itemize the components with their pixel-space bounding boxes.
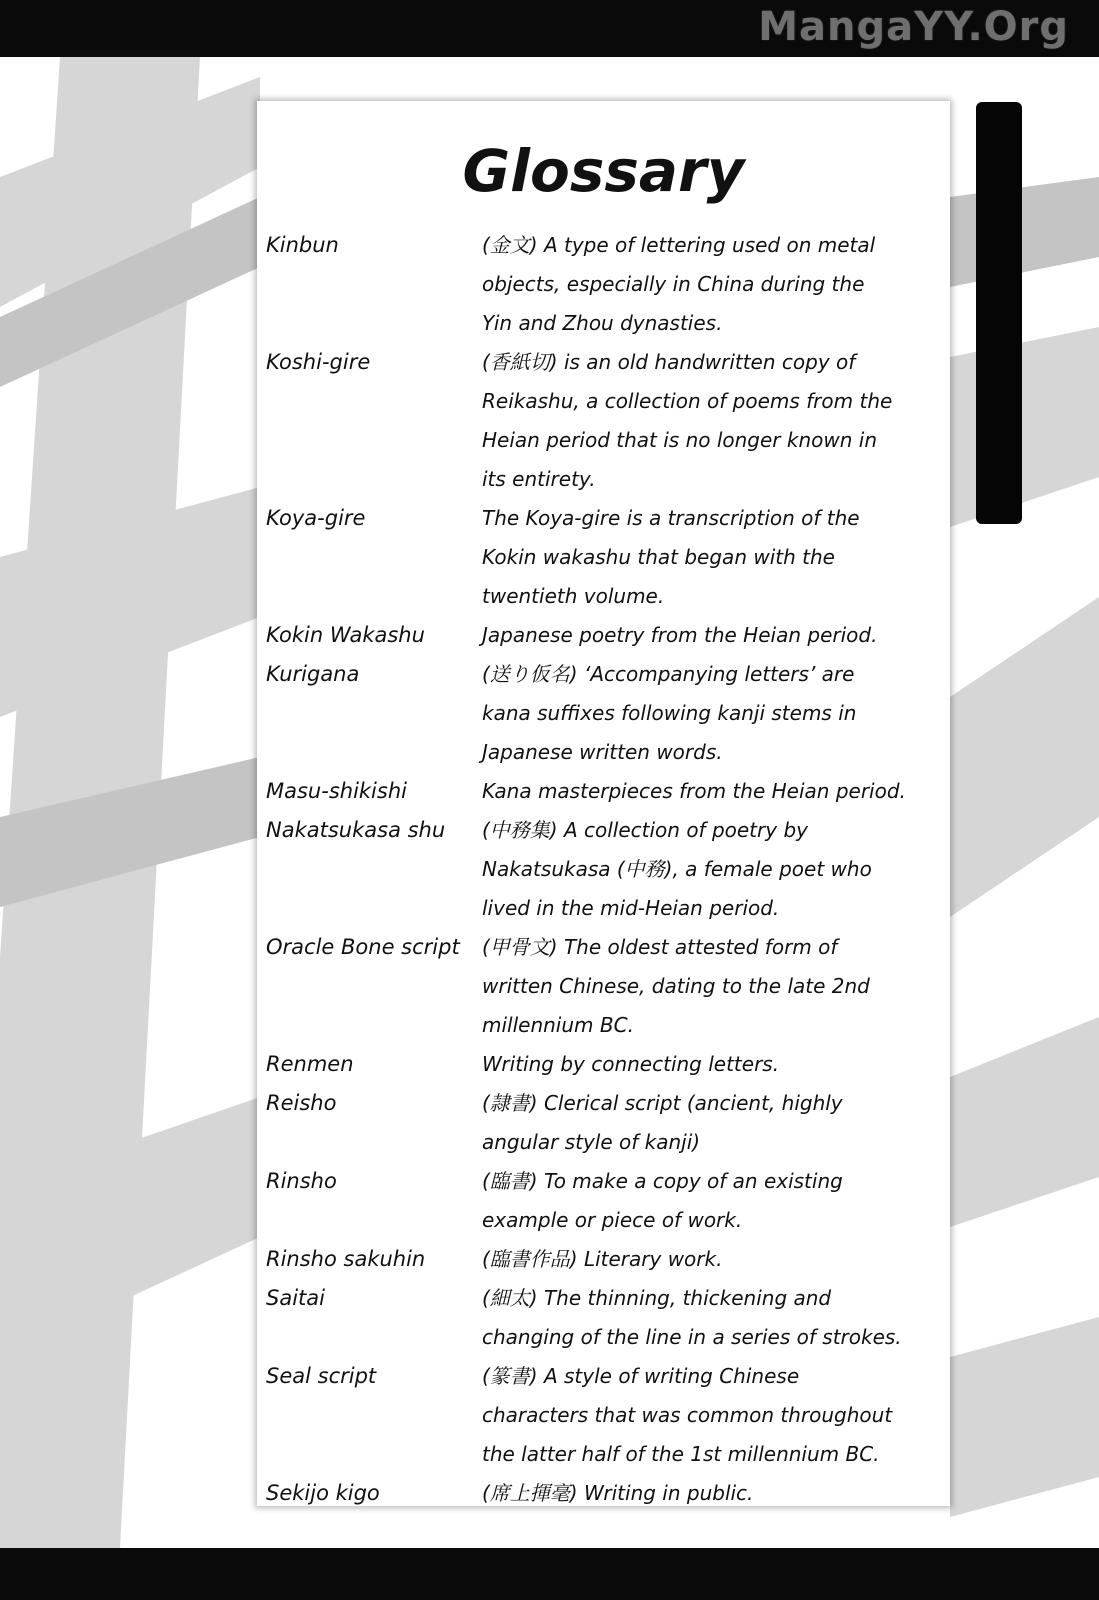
glossary-entry — [266, 226, 946, 343]
glossary-term: Sekijo kigo — [266, 1481, 380, 1505]
glossary-entry — [266, 499, 946, 616]
glossary-definition: Japanese poetry from the Heian period. — [482, 623, 878, 647]
glossary-definition: (臨書) To make a copy of an existing example or piece of work. — [482, 1169, 843, 1232]
glossary-term: Rinsho sakuhin — [266, 1247, 426, 1271]
glossary-entry — [266, 655, 946, 772]
glossary-term: Koshi-gire — [266, 350, 371, 374]
glossary-entry — [266, 1474, 946, 1513]
glossary-definition: Writing by connecting letters. — [482, 1052, 780, 1076]
glossary-term: Reisho — [266, 1091, 337, 1115]
glossary-term: Rinsho — [266, 1169, 337, 1193]
glossary-entry — [266, 928, 946, 1045]
side-black-tab — [976, 102, 1022, 524]
glossary-term: Saitai — [266, 1286, 325, 1310]
glossary-card — [257, 101, 950, 1506]
site-watermark: MangaYY.Org — [758, 4, 1069, 50]
glossary-definition: (金文) A type of lettering used on metal objects, especially in China during the Yin and Zhou dynasties. — [482, 233, 876, 335]
glossary-entry — [266, 616, 946, 655]
glossary-term: Kinbun — [266, 233, 339, 257]
glossary-entry — [266, 1279, 946, 1357]
glossary-list — [266, 226, 946, 1513]
glossary-term: Masu-shikishi — [266, 779, 407, 803]
glossary-term: Renmen — [266, 1052, 354, 1076]
glossary-entry — [266, 1240, 946, 1279]
glossary-definition: (細太) The thinning, thickening and changing of the line in a series of strokes. — [482, 1286, 902, 1349]
glossary-term: Koya-gire — [266, 506, 366, 530]
glossary-entry — [266, 772, 946, 811]
glossary-entry — [266, 1045, 946, 1084]
glossary-definition: (送り仮名) ‘Accompanying letters’ are kana suffixes following kanji stems in Japanese written words. — [482, 662, 857, 764]
glossary-entry — [266, 811, 946, 928]
glossary-definition: (中務集) A collection of poetry by Nakatsukasa (中務), a female poet who lived in the mid-Heian period. — [482, 818, 872, 920]
glossary-entry — [266, 1162, 946, 1240]
glossary-term: Oracle Bone script — [266, 935, 460, 959]
glossary-definition: Kana masterpieces from the Heian period. — [482, 779, 906, 803]
bottom-black-bar — [0, 1548, 1099, 1600]
glossary-definition: (香紙切) is an old handwritten copy of Reikashu, a collection of poems from the Heian period that is no longer known in its entirety. — [482, 350, 893, 491]
glossary-entry — [266, 1084, 946, 1162]
glossary-definition: The Koya-gire is a transcription of the Kokin wakashu that began with the twentieth volume. — [482, 506, 860, 608]
glossary-entry — [266, 343, 946, 499]
glossary-term: Kurigana — [266, 662, 360, 686]
page-title: Glossary — [462, 137, 745, 205]
glossary-definition: (篆書) A style of writing Chinese characters that was common throughout the latter half of the 1st millennium BC. — [482, 1364, 893, 1466]
top-black-bar — [0, 0, 1099, 57]
glossary-definition: (臨書作品) Literary work. — [482, 1247, 723, 1271]
glossary-definition: (隷書) Clerical script (ancient, highly angular style of kanji) — [482, 1091, 843, 1154]
glossary-definition: (甲骨文) The oldest attested form of written Chinese, dating to the late 2nd millennium BC. — [482, 935, 870, 1037]
glossary-definition: (席上揮毫) Writing in public. — [482, 1481, 754, 1505]
glossary-term: Seal script — [266, 1364, 377, 1388]
glossary-term: Nakatsukasa shu — [266, 818, 446, 842]
glossary-entry — [266, 1357, 946, 1474]
glossary-term: Kokin Wakashu — [266, 623, 425, 647]
